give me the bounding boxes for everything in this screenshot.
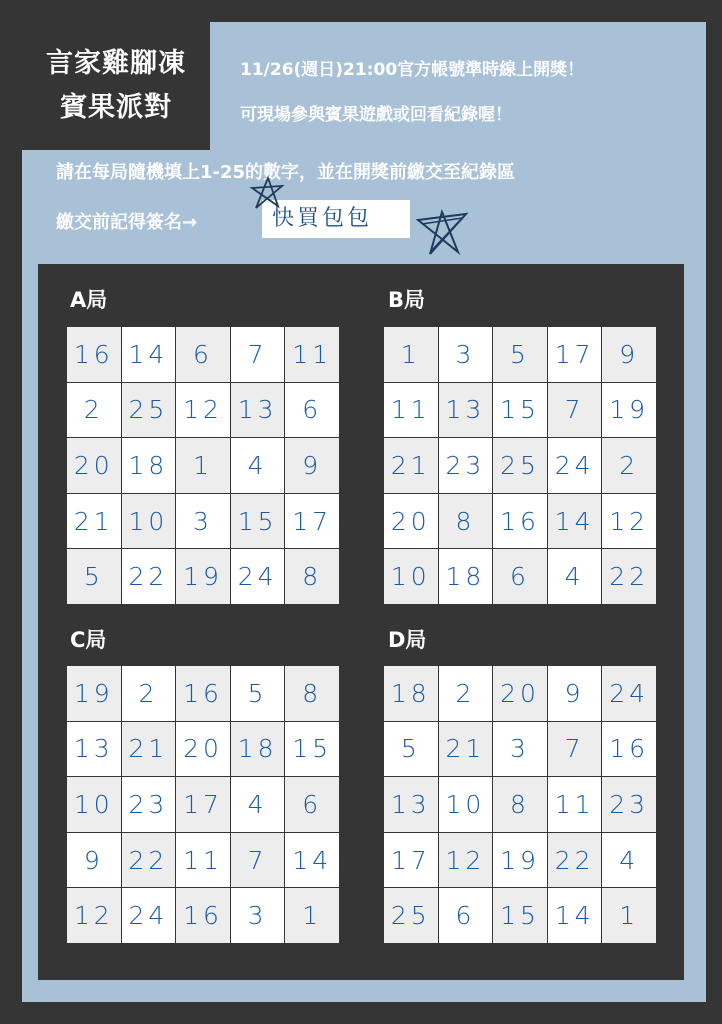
instruction-text: 請在每局隨機填上1-25的數字，並在開獎前繳交至紀錄區 (56, 162, 516, 183)
bingo-cell[interactable]: 5 (231, 666, 285, 721)
bingo-cell[interactable]: 7 (231, 327, 285, 382)
bingo-cell[interactable]: 23 (122, 777, 176, 832)
bingo-cell[interactable]: 21 (122, 722, 176, 777)
bingo-cell[interactable]: 5 (493, 327, 547, 382)
bingo-cell[interactable]: 22 (122, 833, 176, 888)
bingo-board (38, 264, 684, 980)
bingo-cell[interactable]: 5 (67, 549, 121, 604)
bingo-cell[interactable]: 11 (384, 383, 438, 438)
bingo-cell[interactable]: 18 (122, 438, 176, 493)
doodle-star-icon (412, 208, 472, 268)
bingo-cell[interactable]: 8 (493, 777, 547, 832)
bingo-cell[interactable]: 22 (602, 549, 656, 604)
bingo-cell[interactable]: 4 (548, 549, 602, 604)
bingo-cell[interactable]: 17 (176, 777, 230, 832)
bingo-cell[interactable]: 19 (176, 549, 230, 604)
bingo-cell[interactable]: 15 (493, 888, 547, 943)
bingo-cell[interactable]: 1 (384, 327, 438, 382)
title-box (22, 22, 210, 150)
bingo-cell[interactable]: 15 (493, 383, 547, 438)
bingo-cell[interactable]: 20 (493, 666, 547, 721)
bingo-cell[interactable]: 9 (285, 438, 339, 493)
bingo-sheet (22, 22, 706, 1002)
bingo-cell[interactable]: 10 (384, 549, 438, 604)
bingo-cell[interactable]: 6 (493, 549, 547, 604)
bingo-cell[interactable]: 1 (602, 888, 656, 943)
title-line-1: 言家雞腳凍 (46, 48, 186, 79)
bingo-cell[interactable]: 6 (285, 383, 339, 438)
bingo-cell[interactable]: 25 (122, 383, 176, 438)
bingo-cell[interactable]: 6 (439, 888, 493, 943)
round-label-a: A局 (70, 288, 108, 312)
sign-prompt-text: 繳交前記得簽名→ (56, 212, 198, 233)
bingo-cell[interactable]: 20 (67, 438, 121, 493)
event-note-text: 可現場參與賓果遊戲或回看紀錄喔！ (240, 105, 512, 125)
bingo-cell[interactable]: 8 (439, 494, 493, 549)
bingo-cell[interactable]: 10 (439, 777, 493, 832)
bingo-cell[interactable]: 14 (285, 833, 339, 888)
bingo-cell[interactable]: 11 (548, 777, 602, 832)
bingo-cell[interactable]: 4 (231, 438, 285, 493)
bingo-cell[interactable]: 11 (285, 327, 339, 382)
bingo-cell[interactable]: 18 (384, 666, 438, 721)
bingo-cell[interactable]: 7 (548, 722, 602, 777)
title-line-2: 賓果派對 (60, 92, 172, 123)
bingo-cell[interactable]: 7 (231, 833, 285, 888)
bingo-cell[interactable]: 18 (231, 722, 285, 777)
bingo-cell[interactable]: 22 (122, 549, 176, 604)
round-label-d: D局 (388, 628, 427, 652)
bingo-cell[interactable]: 25 (384, 888, 438, 943)
bingo-cell[interactable]: 10 (67, 777, 121, 832)
bingo-cell[interactable]: 14 (548, 888, 602, 943)
bingo-cell[interactable]: 24 (602, 666, 656, 721)
bingo-cell[interactable]: 16 (602, 722, 656, 777)
bingo-cell[interactable]: 15 (285, 722, 339, 777)
bingo-cell[interactable]: 20 (176, 722, 230, 777)
bingo-cell[interactable]: 3 (493, 722, 547, 777)
bingo-cell[interactable]: 21 (439, 722, 493, 777)
bingo-cell[interactable]: 9 (67, 833, 121, 888)
bingo-grid-d (383, 665, 657, 944)
bingo-cell[interactable]: 13 (439, 383, 493, 438)
bingo-cell[interactable]: 16 (176, 888, 230, 943)
round-label-c: C局 (70, 628, 107, 652)
event-time-text: 11/26(週日)21:00官方帳號準時線上開獎！ (240, 60, 585, 80)
bingo-cell[interactable]: 12 (439, 833, 493, 888)
bingo-cell[interactable]: 13 (384, 777, 438, 832)
bingo-cell[interactable]: 8 (285, 549, 339, 604)
bingo-cell[interactable]: 11 (176, 833, 230, 888)
bingo-cell[interactable]: 17 (285, 494, 339, 549)
bingo-cell[interactable]: 9 (602, 327, 656, 382)
bingo-cell[interactable]: 2 (122, 666, 176, 721)
bingo-cell[interactable]: 1 (285, 888, 339, 943)
bingo-cell[interactable]: 16 (493, 494, 547, 549)
bingo-cell[interactable]: 24 (122, 888, 176, 943)
bingo-cell[interactable]: 18 (439, 549, 493, 604)
bingo-cell[interactable]: 15 (231, 494, 285, 549)
bingo-grid-b (383, 326, 657, 605)
bingo-cell[interactable]: 4 (231, 777, 285, 832)
bingo-cell[interactable]: 17 (548, 327, 602, 382)
bingo-cell[interactable]: 10 (122, 494, 176, 549)
bingo-grid-a (66, 326, 340, 605)
bingo-cell[interactable]: 3 (231, 888, 285, 943)
bingo-cell[interactable]: 13 (231, 383, 285, 438)
round-label-b: B局 (388, 288, 426, 312)
bingo-cell[interactable]: 14 (122, 327, 176, 382)
bingo-cell[interactable]: 23 (602, 777, 656, 832)
bingo-grid-c (66, 665, 340, 944)
bingo-cell[interactable]: 8 (285, 666, 339, 721)
bingo-cell[interactable]: 24 (548, 438, 602, 493)
bingo-cell[interactable]: 12 (67, 888, 121, 943)
bingo-cell[interactable]: 16 (67, 327, 121, 382)
bingo-cell[interactable]: 3 (439, 327, 493, 382)
bingo-cell[interactable]: 17 (384, 833, 438, 888)
bingo-cell[interactable]: 7 (548, 383, 602, 438)
bingo-cell[interactable]: 14 (548, 494, 602, 549)
bingo-cell[interactable]: 6 (176, 327, 230, 382)
bingo-cell[interactable]: 23 (439, 438, 493, 493)
bingo-cell[interactable]: 2 (67, 383, 121, 438)
bingo-cell[interactable]: 13 (67, 722, 121, 777)
bingo-cell[interactable]: 3 (176, 494, 230, 549)
bingo-cell[interactable]: 21 (384, 438, 438, 493)
bingo-cell[interactable]: 16 (176, 666, 230, 721)
bingo-cell[interactable]: 1 (176, 438, 230, 493)
bingo-cell[interactable]: 6 (285, 777, 339, 832)
bingo-cell[interactable]: 19 (602, 383, 656, 438)
bingo-cell[interactable]: 5 (384, 722, 438, 777)
bingo-cell[interactable]: 2 (602, 438, 656, 493)
bingo-cell[interactable]: 19 (67, 666, 121, 721)
doodle-star-icon (248, 174, 288, 214)
bingo-cell[interactable]: 12 (602, 494, 656, 549)
bingo-cell[interactable]: 12 (176, 383, 230, 438)
bingo-cell[interactable]: 21 (67, 494, 121, 549)
bingo-cell[interactable]: 19 (493, 833, 547, 888)
bingo-cell[interactable]: 20 (384, 494, 438, 549)
bingo-cell[interactable]: 22 (548, 833, 602, 888)
bingo-cell[interactable]: 9 (548, 666, 602, 721)
signature-field[interactable]: 快買包包 (262, 200, 410, 238)
bingo-cell[interactable]: 2 (439, 666, 493, 721)
bingo-cell[interactable]: 24 (231, 549, 285, 604)
bingo-cell[interactable]: 4 (602, 833, 656, 888)
bingo-cell[interactable]: 25 (493, 438, 547, 493)
